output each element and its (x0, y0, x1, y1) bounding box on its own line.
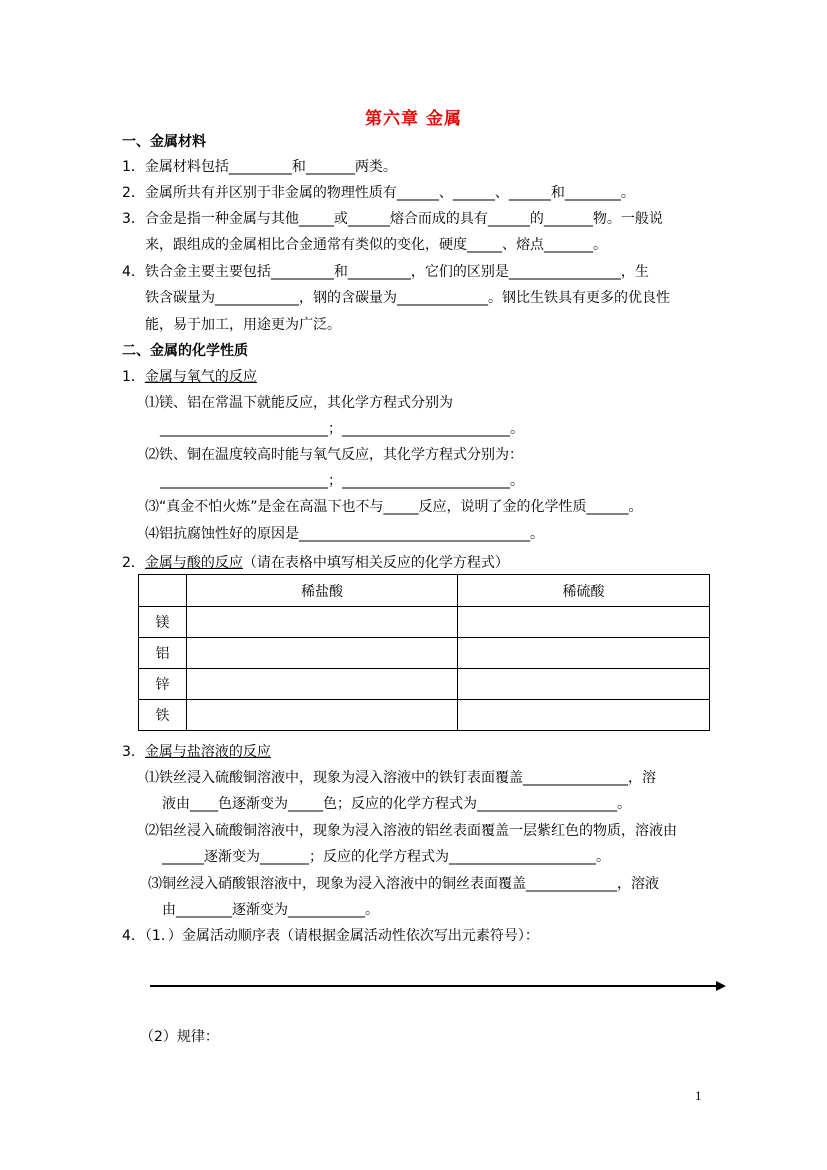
row-label-al: 铝 (139, 638, 187, 669)
part-3-item-1-line-2: 液由____色逐渐变为_____色；反应的化学方程式为____________________。 (162, 796, 631, 812)
part-3-item-3-line-1: ⑶铜丝浸入硝酸银溶液中，现象为浸入溶液中的铜丝表面覆盖_____________，溶液 (148, 876, 659, 892)
part-1-item-1-blanks: ________________________；________________________。 (160, 421, 524, 437)
part-3-heading (122, 742, 271, 762)
table-row (139, 607, 710, 638)
question-4-line-1: 4．铁合金主要主要包括_________和_________，它们的区别是________________，生 (122, 264, 649, 280)
table-header-row (139, 575, 710, 607)
row-label-mg: 镁 (139, 607, 187, 638)
part-1-item-1: ⑴镁、铝在常温下就能反应，其化学方程式分别为 (145, 395, 453, 411)
row-label-zn: 锌 (139, 669, 187, 700)
table-header-dilute-h2so4: 稀硫酸 (458, 575, 710, 607)
table-header-empty (139, 575, 187, 607)
table-row (139, 638, 710, 669)
part-3-item-2-line-1: ⑵铝丝浸入硫酸铜溶液中，现象为浸入溶液的铝丝表面覆盖一层紫红色的物质，溶液由 (145, 823, 677, 839)
acid-reaction-table (138, 574, 710, 731)
part-1-heading (122, 367, 257, 387)
part-1-item-4: ⑷铝抗腐蚀性好的原因是_________________________________。 (145, 526, 544, 542)
answer-cell[interactable] (458, 700, 710, 731)
part-2-title: 金属与酸的反应 (144, 555, 243, 571)
question-3-line-1: 3．合金是指一种金属与其他_____或______熔合而成的具有______的_______物。一般说 (122, 211, 663, 227)
section-heading-materials: 一、金属材料 (122, 134, 206, 150)
answer-cell[interactable] (458, 669, 710, 700)
part-1-item-3: ⑶“真金不怕火炼”是金在高温下也不与_____反应，说明了金的化学性质______。 (145, 499, 643, 515)
part-4-heading: 4．（1．）金属活动顺序表（请根据金属活动性依次写出元素符号）： (122, 928, 539, 944)
page-title: 第六章 金属 (365, 109, 462, 129)
part-3-item-2-line-2: ______逐渐变为_______；反应的化学方程式为_____________________。 (162, 849, 610, 865)
part-3-title: 金属与盐溶液的反应 (144, 744, 271, 760)
part-3-item-1-line-1: ⑴铁丝浸入硫酸铜溶液中，现象为浸入溶液中的铁钉表面覆盖_______________，溶 (145, 770, 656, 786)
answer-cell[interactable] (187, 669, 458, 700)
answer-cell[interactable] (187, 700, 458, 731)
question-3-line-2: 来，跟组成的金属相比合金通常有类似的变化，硬度_____、熔点_______。 (145, 237, 607, 253)
part-1-item-2: ⑵铁、铜在温度较高时能与氧气反应，其化学方程式分别为： (145, 447, 523, 463)
table-row (139, 700, 710, 731)
activity-series-line (150, 985, 718, 987)
answer-cell[interactable] (187, 638, 458, 669)
table-header-dilute-hcl: 稀盐酸 (187, 575, 458, 607)
question-2: 2．金属所共有并区别于非金属的物理性质有______、______、______和________。 (122, 185, 635, 201)
question-4-line-2: 铁含碳量为____________，钢的含碳量为_____________。钢比生铁具有更多的优良性 (145, 290, 670, 306)
answer-cell[interactable] (458, 638, 710, 669)
part-1-number: 1． (122, 369, 145, 385)
question-1: 1．金属材料包括_________和_______两类。 (122, 159, 397, 175)
part-2-heading (122, 553, 509, 573)
section-heading-chemical: 二、金属的化学性质 (122, 343, 248, 359)
part-1-title: 金属与氧气的反应 (144, 369, 257, 385)
answer-cell[interactable] (458, 607, 710, 638)
part-2-note: （请在表格中填写相关反应的化学方程式） (242, 555, 509, 571)
arrow-right-icon (716, 981, 726, 991)
question-4-line-3: 能，易于加工，用途更为广泛。 (145, 317, 341, 333)
part-1-item-2-blanks: ________________________；________________________。 (160, 473, 524, 489)
answer-cell[interactable] (187, 607, 458, 638)
page-number: 1 (695, 1088, 702, 1103)
part-2-number: 2． (122, 555, 145, 571)
part-4-rule: （2）规律： (140, 1029, 219, 1045)
part-3-item-3-line-2: 由________逐渐变为___________。 (162, 902, 379, 918)
part-3-number: 3． (122, 744, 145, 760)
table-row (139, 669, 710, 700)
row-label-fe: 铁 (139, 700, 187, 731)
